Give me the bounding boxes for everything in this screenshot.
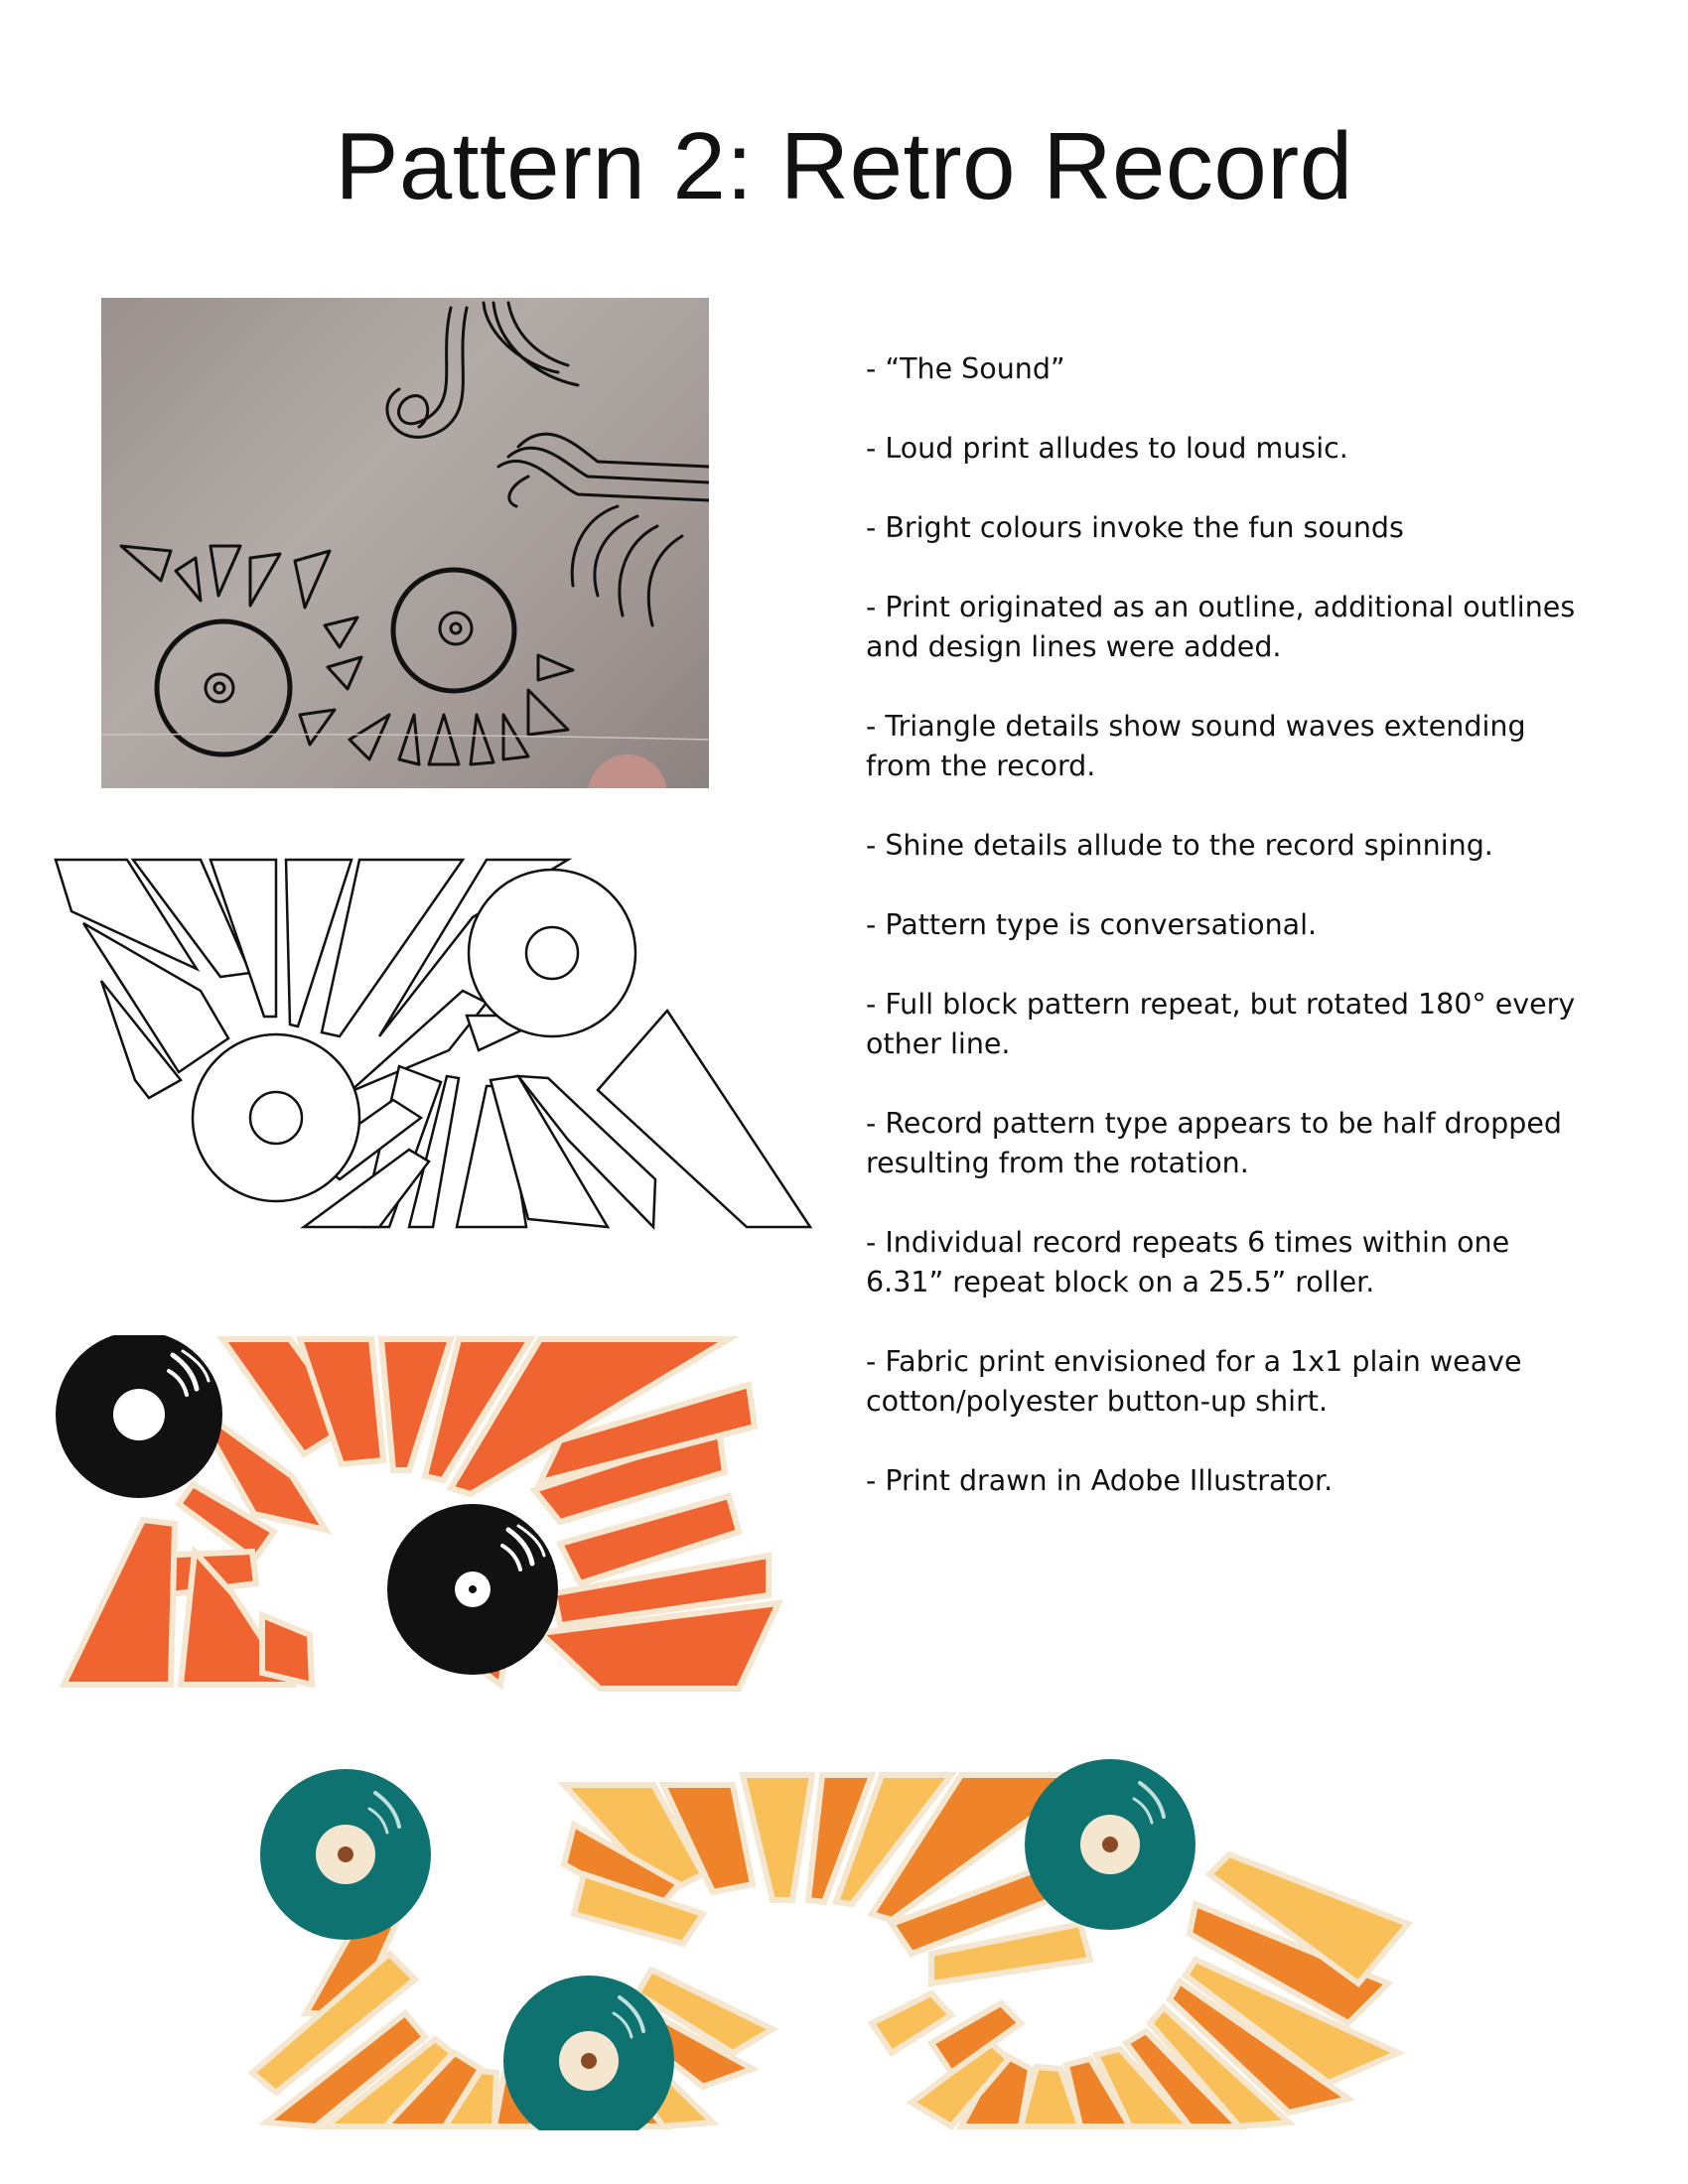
note-item: - Record pattern type appears to be half dropped resulting from the rotation. [866,1107,1562,1179]
black-orange-pattern-illustration [44,1335,796,1693]
note-item: - Print originated as an outline, additional outlines and design lines were added. [866,591,1576,663]
note-item: - Triangle details show sound waves extending from the record. [866,710,1526,782]
note-item: - Bright colours invoke the fun sounds [866,511,1404,544]
page-title: Pattern 2: Retro Record [335,113,1353,219]
note-item: - “The Sound” [866,352,1065,385]
sketch-photo [101,298,709,788]
note-item: - Fabric print envisioned for a 1x1 plain weave cotton/polyester button-up shirt. [866,1345,1522,1418]
outline-pattern-illustration [52,852,818,1237]
note-item: - Pattern type is conversational. [866,908,1318,941]
note-item: - Full block pattern repeat, but rotated 180° every other line. [866,988,1576,1060]
note-item: - Individual record repeats 6 times within one 6.31” repeat block on a 25.5” roller. [866,1226,1510,1298]
note-item: - Loud print alludes to loud music. [866,432,1348,465]
notes-list [866,349,1581,1541]
note-item: - Print drawn in Adobe Illustrator. [866,1464,1334,1497]
note-item: - Shine details allude to the record spinning. [866,829,1493,862]
teal-repeat-pattern-illustration [236,1755,1458,2130]
